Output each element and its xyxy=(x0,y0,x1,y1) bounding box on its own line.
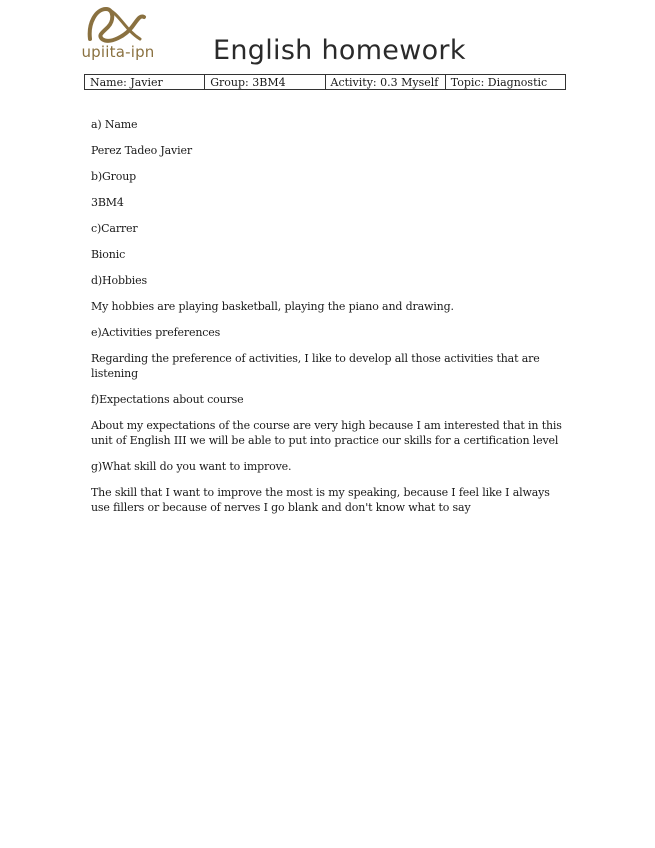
answer-expectations: About my expectations of the course are very high because I am interested that in this unit of English III we will be able to put into practice our skills for a certification level xyxy=(91,419,562,447)
answer-group: 3BM4 xyxy=(91,196,124,209)
answer-activities: Regarding the preference of activities, I like to develop all those activities that are listening xyxy=(91,352,540,380)
document-body xyxy=(91,117,566,526)
question-skill: g)What skill do you want to improve. xyxy=(91,460,292,473)
question-hobbies: d)Hobbies xyxy=(91,274,147,287)
activity-cell: Activity: 0.3 Myself xyxy=(325,75,445,90)
answer-skill: The skill that I want to improve the most is my speaking, because I feel like I always use fillers or because of nerves I go blank and don't know what to say xyxy=(91,486,550,514)
question-group: b)Group xyxy=(91,170,137,183)
upiita-logo xyxy=(80,5,156,65)
question-name: a) Name xyxy=(91,118,138,131)
document-title: English homework xyxy=(213,35,466,66)
question-expectations: f)Expectations about course xyxy=(91,393,244,406)
question-activities: e)Activities preferences xyxy=(91,326,221,339)
answer-hobbies: My hobbies are playing basketball, playing the piano and drawing. xyxy=(91,300,454,313)
answer-name: Perez Tadeo Javier xyxy=(91,144,192,157)
name-cell: Name: Javier xyxy=(85,75,205,90)
logo-text: upiita-ipn xyxy=(81,43,155,61)
topic-cell: Topic: Diagnostic xyxy=(445,75,565,90)
info-row xyxy=(85,75,566,90)
group-cell: Group: 3BM4 xyxy=(205,75,325,90)
info-table xyxy=(84,74,566,90)
question-career: c)Carrer xyxy=(91,222,138,235)
answer-career: Bionic xyxy=(91,248,126,261)
upiita-logo-icon xyxy=(80,5,156,45)
